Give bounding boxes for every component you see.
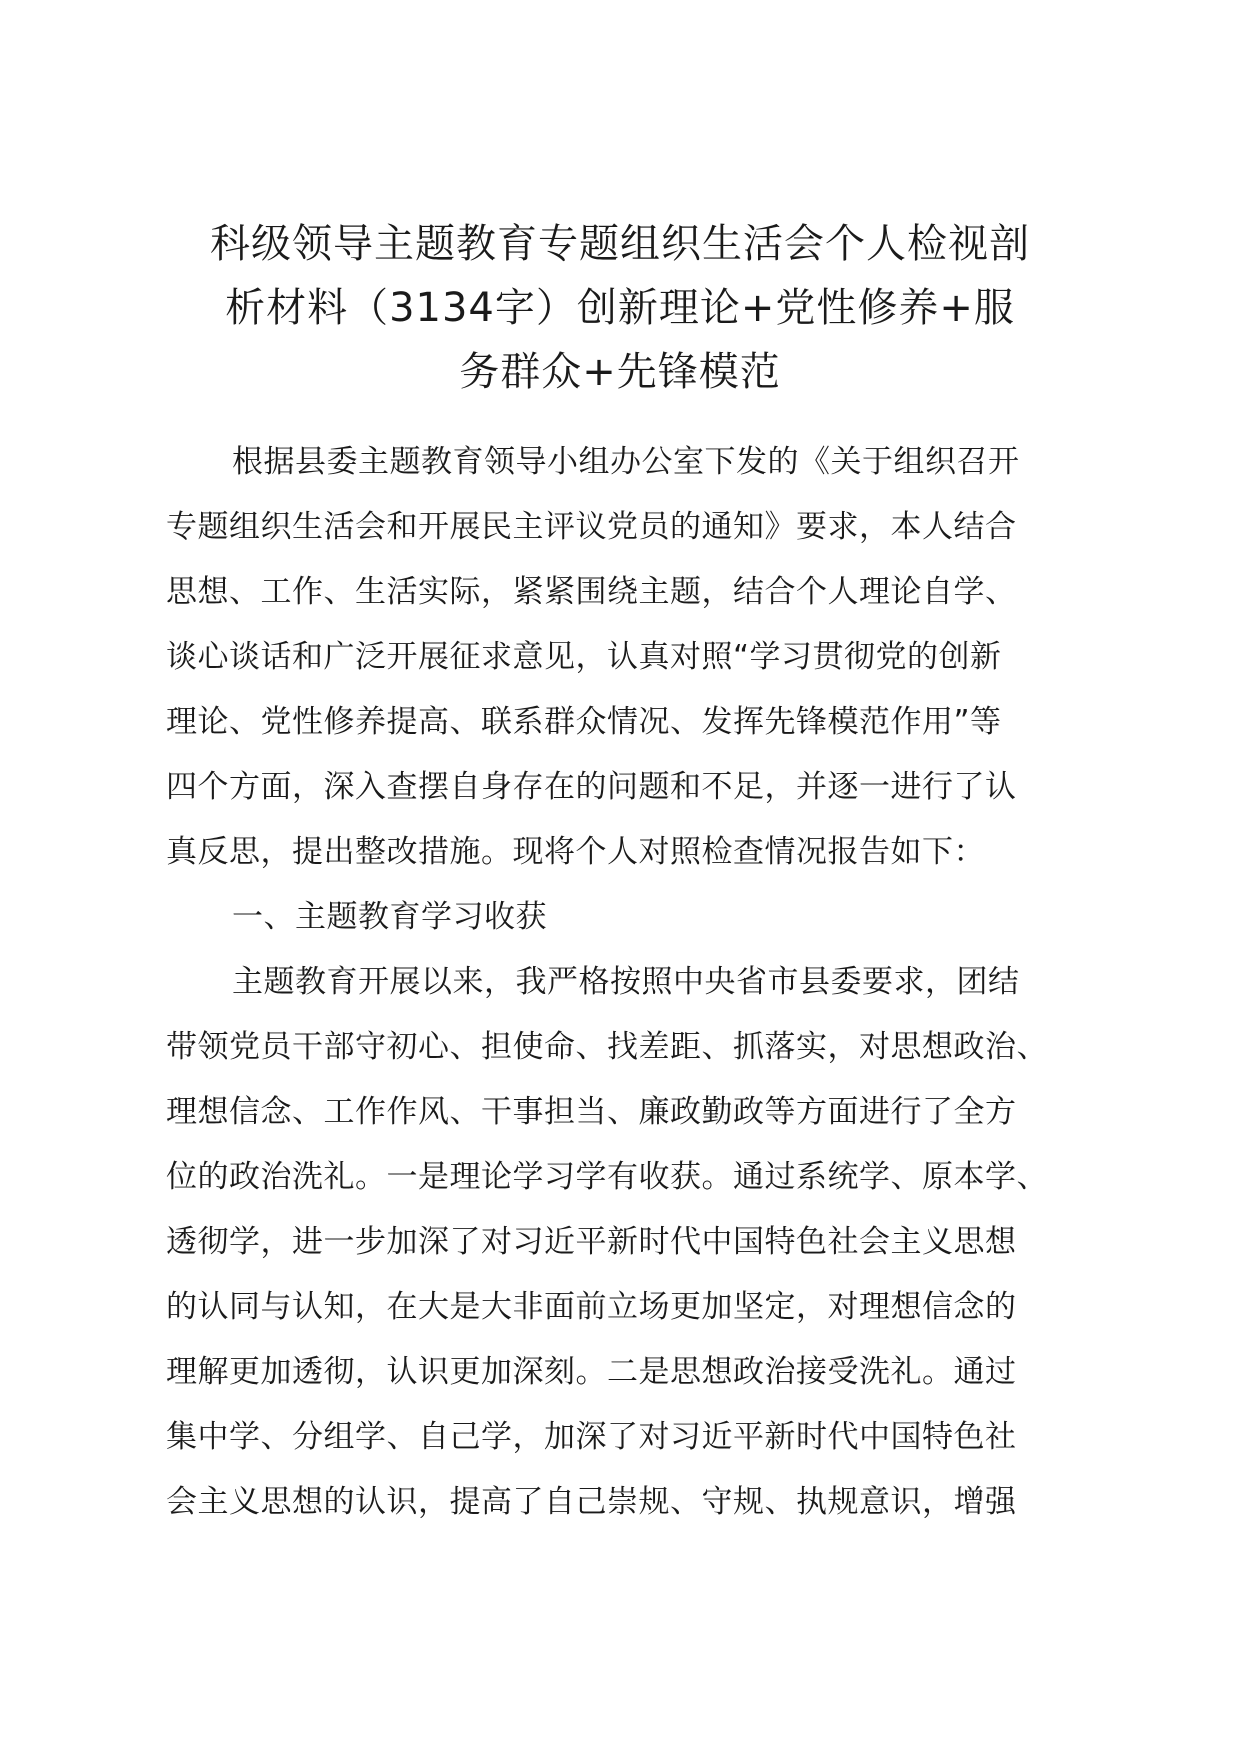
text-line: 四个方面，深入查摆自身存在的问题和不足，并逐一进行了认 xyxy=(166,769,1017,805)
text-line: 真反思，提出整改措施。现将个人对照检查情况报告如下： xyxy=(166,834,985,870)
title-line: 析材料（3134字）创新理论+党性修养+服 xyxy=(225,285,1015,331)
intro-paragraph xyxy=(166,430,1096,885)
document-title xyxy=(150,212,1090,404)
text-line: 主题教育开展以来，我严格按照中央省市县委要求，团结 xyxy=(232,964,1020,1000)
section-paragraph xyxy=(166,950,1096,1535)
title-line: 科级领导主题教育专题组织生活会个人检视剖 xyxy=(210,221,1030,267)
text-line: 根据县委主题教育领导小组办公室下发的《关于组织召开 xyxy=(232,444,1020,480)
text-line: 思想、工作、生活实际，紧紧围绕主题，结合个人理论自学、 xyxy=(166,574,1017,610)
text-line: 专题组织生活会和开展民主评议党员的通知》要求，本人结合 xyxy=(166,509,1017,545)
document-body xyxy=(166,430,1096,1535)
text-line: 的认同与认知，在大是大非面前立场更加坚定，对理想信念的 xyxy=(166,1289,1017,1325)
text-line: 理解更加透彻，认识更加深刻。二是思想政治接受洗礼。通过 xyxy=(166,1354,1017,1390)
text-line: 透彻学，进一步加深了对习近平新时代中国特色社会主义思想 xyxy=(166,1224,1017,1260)
text-line: 集中学、分组学、自己学，加深了对习近平新时代中国特色社 xyxy=(166,1419,1017,1455)
text-line: 位的政治洗礼。一是理论学习学有收获。通过系统学、原本学、 xyxy=(166,1159,1048,1195)
text-line: 会主义思想的认识，提高了自己崇规、守规、执规意识，增强 xyxy=(166,1484,1017,1520)
text-line: 理论、党性修养提高、联系群众情况、发挥先锋模范作用”等 xyxy=(166,704,1002,740)
title-line: 务群众+先锋模范 xyxy=(459,349,781,395)
text-line: 带领党员干部守初心、担使命、找差距、抓落实，对思想政治、 xyxy=(166,1029,1048,1065)
section-heading: 一、主题教育学习收获 xyxy=(232,899,547,935)
text-line: 谈心谈话和广泛开展征求意见，认真对照“学习贯彻党的创新 xyxy=(166,639,1002,675)
text-line: 理想信念、工作作风、干事担当、廉政勤政等方面进行了全方 xyxy=(166,1094,1017,1130)
